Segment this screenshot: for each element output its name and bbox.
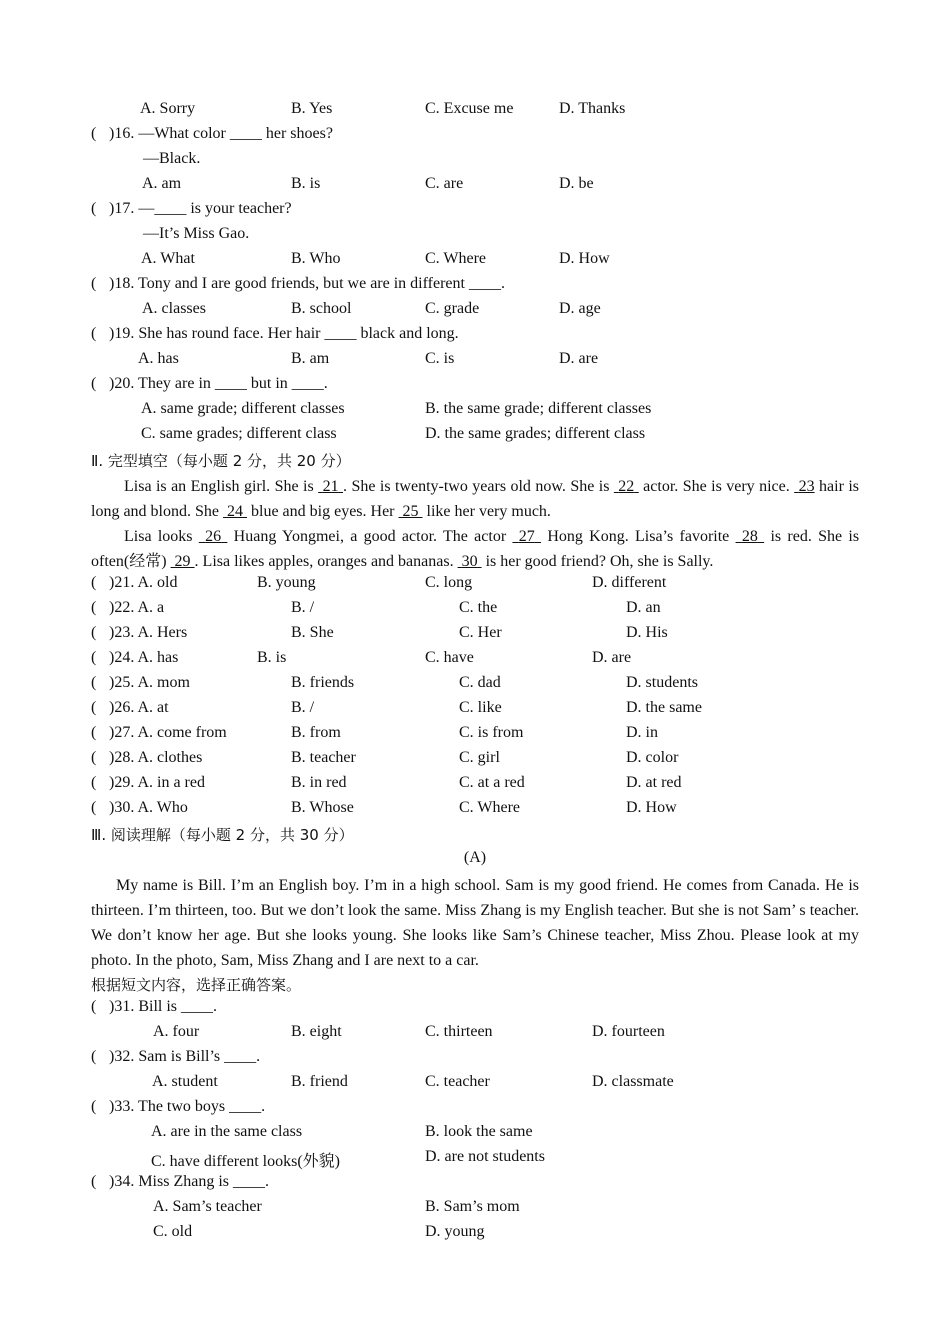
- option-a: )26. A. at: [109, 699, 169, 716]
- option-c: C. Where: [459, 799, 521, 816]
- option-a: )21. A. old: [109, 574, 178, 591]
- question-stem: )34. Miss Zhang is ____.: [109, 1173, 269, 1190]
- option-b: B. She: [291, 624, 334, 641]
- blank-26[interactable]: 26: [205, 528, 222, 545]
- answer-blank[interactable]: (: [91, 275, 97, 292]
- option-a: A. Sam’s teacher: [153, 1198, 262, 1215]
- option-b: B. Sam’s mom: [425, 1198, 520, 1215]
- option-a: )29. A. in a red: [109, 774, 205, 791]
- option-c: C. at a red: [459, 774, 525, 791]
- option-b: B. Who: [291, 250, 341, 267]
- text: . Lisa likes apples, oranges and bananas.: [194, 553, 458, 570]
- answer-blank[interactable]: (: [91, 749, 97, 766]
- option-b: B. is: [291, 175, 321, 192]
- text: actor. She is very nice.: [638, 478, 795, 495]
- question-stem: )17. —____ is your teacher?: [109, 200, 292, 217]
- option-a: A. am: [142, 175, 182, 192]
- option-d: D. an: [626, 599, 661, 616]
- answer-blank[interactable]: (: [91, 774, 97, 791]
- answer-blank[interactable]: (: [91, 325, 97, 342]
- answer-blank[interactable]: (: [91, 375, 97, 392]
- option-d: D. be: [559, 175, 594, 192]
- option-d: D. are not students: [425, 1148, 545, 1165]
- option-b: B. am: [291, 350, 330, 367]
- blank-30[interactable]: 30: [461, 553, 478, 570]
- option-c: C. girl: [459, 749, 500, 766]
- text: Lisa looks: [124, 528, 199, 545]
- option-b: B. friends: [291, 674, 355, 691]
- option-a: A. student: [152, 1073, 218, 1090]
- option-d: D. in: [626, 724, 658, 741]
- blank-28[interactable]: 28: [741, 528, 758, 545]
- option-d: D. color: [626, 749, 679, 766]
- q15-option-c: C. Excuse me: [425, 100, 514, 117]
- q15-option-a: A. Sorry: [140, 100, 196, 117]
- answer-blank[interactable]: (: [91, 799, 97, 816]
- option-d: D. fourteen: [592, 1023, 665, 1040]
- option-c: C. the: [459, 599, 498, 616]
- option-b: B. Whose: [291, 799, 354, 816]
- option-d: D. the same: [626, 699, 702, 716]
- option-a: A. has: [138, 350, 179, 367]
- option-b: B. in red: [291, 774, 347, 791]
- option-c: C. Where: [425, 250, 487, 267]
- answer-blank[interactable]: (: [91, 574, 97, 591]
- passage-label: (A): [463, 849, 487, 866]
- option-d: D. classmate: [592, 1073, 674, 1090]
- text: blue and big eyes. Her: [247, 503, 399, 520]
- blank-27[interactable]: 27: [518, 528, 535, 545]
- answer-blank[interactable]: (: [91, 724, 97, 741]
- option-a: )30. A. Who: [109, 799, 188, 816]
- q15-option-b: B. Yes: [291, 100, 333, 117]
- answer-blank[interactable]: (: [91, 699, 97, 716]
- option-a: A. What: [141, 250, 195, 267]
- option-a: A. classes: [142, 300, 206, 317]
- cloze-paragraph-1: [91, 474, 859, 524]
- question-stem: )31. Bill is ____.: [109, 998, 218, 1015]
- dialogue-reply: —It’s Miss Gao.: [143, 225, 250, 242]
- option-b: B. school: [291, 300, 352, 317]
- option-d: D. the same grades; different class: [425, 425, 646, 442]
- section-2-title: Ⅱ. 完型填空（每小题 2 分，共 20 分）: [91, 452, 351, 470]
- option-a: )28. A. clothes: [109, 749, 203, 766]
- option-d: D. are: [592, 649, 632, 666]
- blank-22[interactable]: 22: [618, 478, 635, 495]
- option-c: C. like: [459, 699, 502, 716]
- option-d: D. His: [626, 624, 668, 641]
- q15-option-d: D. Thanks: [559, 100, 626, 117]
- blank-23[interactable]: 23: [798, 478, 815, 495]
- question-stem: )20. They are in ____ but in ____.: [109, 375, 328, 392]
- text: is red. She is often(经常): [91, 528, 860, 570]
- option-a: )23. A. Hers: [109, 624, 188, 641]
- option-c: C. old: [153, 1223, 193, 1240]
- option-c: C. long: [425, 574, 473, 591]
- option-b: B. /: [291, 599, 315, 616]
- option-d: D. young: [425, 1223, 485, 1240]
- question-stem: )18. Tony and I are good friends, but we are in different ____.: [109, 275, 505, 292]
- option-a: )24. A. has: [109, 649, 179, 666]
- answer-blank[interactable]: (: [91, 649, 97, 666]
- dialogue-reply: —Black.: [143, 150, 201, 167]
- option-c: C. thirteen: [425, 1023, 493, 1040]
- option-d: D. age: [559, 300, 601, 317]
- option-a: A. same grade; different classes: [141, 400, 345, 417]
- option-a: )27. A. come from: [109, 724, 227, 741]
- option-b: B. /: [291, 699, 315, 716]
- option-b: B. the same grade; different classes: [425, 400, 652, 417]
- blank-29[interactable]: 29: [174, 553, 191, 570]
- option-c: C. are: [425, 175, 464, 192]
- text: . She is twenty-two years old now. She is: [343, 478, 614, 495]
- answer-blank[interactable]: (: [91, 599, 97, 616]
- text: hair is long and blond. She: [91, 478, 860, 520]
- option-c: C. grade: [425, 300, 480, 317]
- option-a: A. are in the same class: [151, 1123, 303, 1140]
- answer-blank[interactable]: (: [91, 674, 97, 691]
- answer-blank[interactable]: (: [91, 1173, 97, 1190]
- option-b: B. friend: [291, 1073, 348, 1090]
- question-stem: )33. The two boys ____.: [109, 1098, 266, 1115]
- answer-blank[interactable]: (: [91, 624, 97, 641]
- text: Hong Kong. Lisa’s favorite: [541, 528, 736, 545]
- option-c: C. same grades; different class: [141, 425, 337, 442]
- option-b: B. young: [257, 574, 316, 591]
- section-3-title: Ⅲ. 阅读理解（每小题 2 分，共 30 分）: [91, 826, 354, 844]
- answer-blank[interactable]: (: [91, 125, 97, 142]
- option-c: C. have: [425, 649, 474, 666]
- answer-blank[interactable]: (: [91, 998, 97, 1015]
- option-d: D. How: [559, 250, 610, 267]
- option-b: B. look the same: [425, 1123, 533, 1140]
- text: Huang Yongmei, a good actor. The actor: [227, 528, 513, 545]
- option-b: B. from: [291, 724, 341, 741]
- option-c: C. Her: [459, 624, 502, 641]
- option-a: )22. A. a: [109, 599, 165, 616]
- option-c: C. teacher: [425, 1073, 490, 1090]
- option-c: C. dad: [459, 674, 501, 691]
- option-b: B. eight: [291, 1023, 342, 1040]
- option-d: D. different: [592, 574, 667, 591]
- option-d: D. are: [559, 350, 599, 367]
- option-c: C. have different looks(外貌): [151, 1153, 340, 1170]
- option-a: )25. A. mom: [109, 674, 190, 691]
- option-c: C. is: [425, 350, 455, 367]
- option-b: B. is: [257, 649, 287, 666]
- question-stem: )19. She has round face. Her hair ____ black and long.: [109, 325, 459, 342]
- option-d: D. students: [626, 674, 698, 691]
- text: Lisa is an English girl. She is: [124, 478, 319, 495]
- question-stem: )32. Sam is Bill’s ____.: [109, 1048, 261, 1065]
- option-d: D. How: [626, 799, 677, 816]
- text: like her very much.: [422, 503, 551, 520]
- answer-blank[interactable]: (: [91, 200, 97, 217]
- option-d: D. at red: [626, 774, 682, 791]
- blank-21[interactable]: 21: [322, 478, 339, 495]
- blank-24[interactable]: 24: [227, 503, 243, 520]
- cloze-paragraph-2: [91, 524, 859, 574]
- option-a: A. four: [153, 1023, 200, 1040]
- option-b: B. teacher: [291, 749, 356, 766]
- question-stem: )16. —What color ____ her shoes?: [109, 125, 333, 142]
- option-c: C. is from: [459, 724, 524, 741]
- reading-passage: My name is Bill. I’m an English boy. I’m in a high school. Sam is my good friend. He comes from Canada. He is thirteen. I’m thirteen, too. But we don’t look the same. Miss Zhang is my English teacher. But she is not Sam’ s teacher. We don’t know her age. But she looks young. She looks like Sam’s Chinese teacher, Miss Zhou. Please look at my photo. In the photo, Sam, Miss Zhang and I are next to a car.: [91, 877, 859, 969]
- answer-blank[interactable]: (: [91, 1098, 97, 1115]
- answer-blank[interactable]: (: [91, 1048, 97, 1065]
- blank-25[interactable]: 25: [402, 503, 419, 520]
- text: is her good friend? Oh, she is Sally.: [481, 553, 714, 570]
- instruction: 根据短文内容，选择正确答案。: [91, 976, 302, 994]
